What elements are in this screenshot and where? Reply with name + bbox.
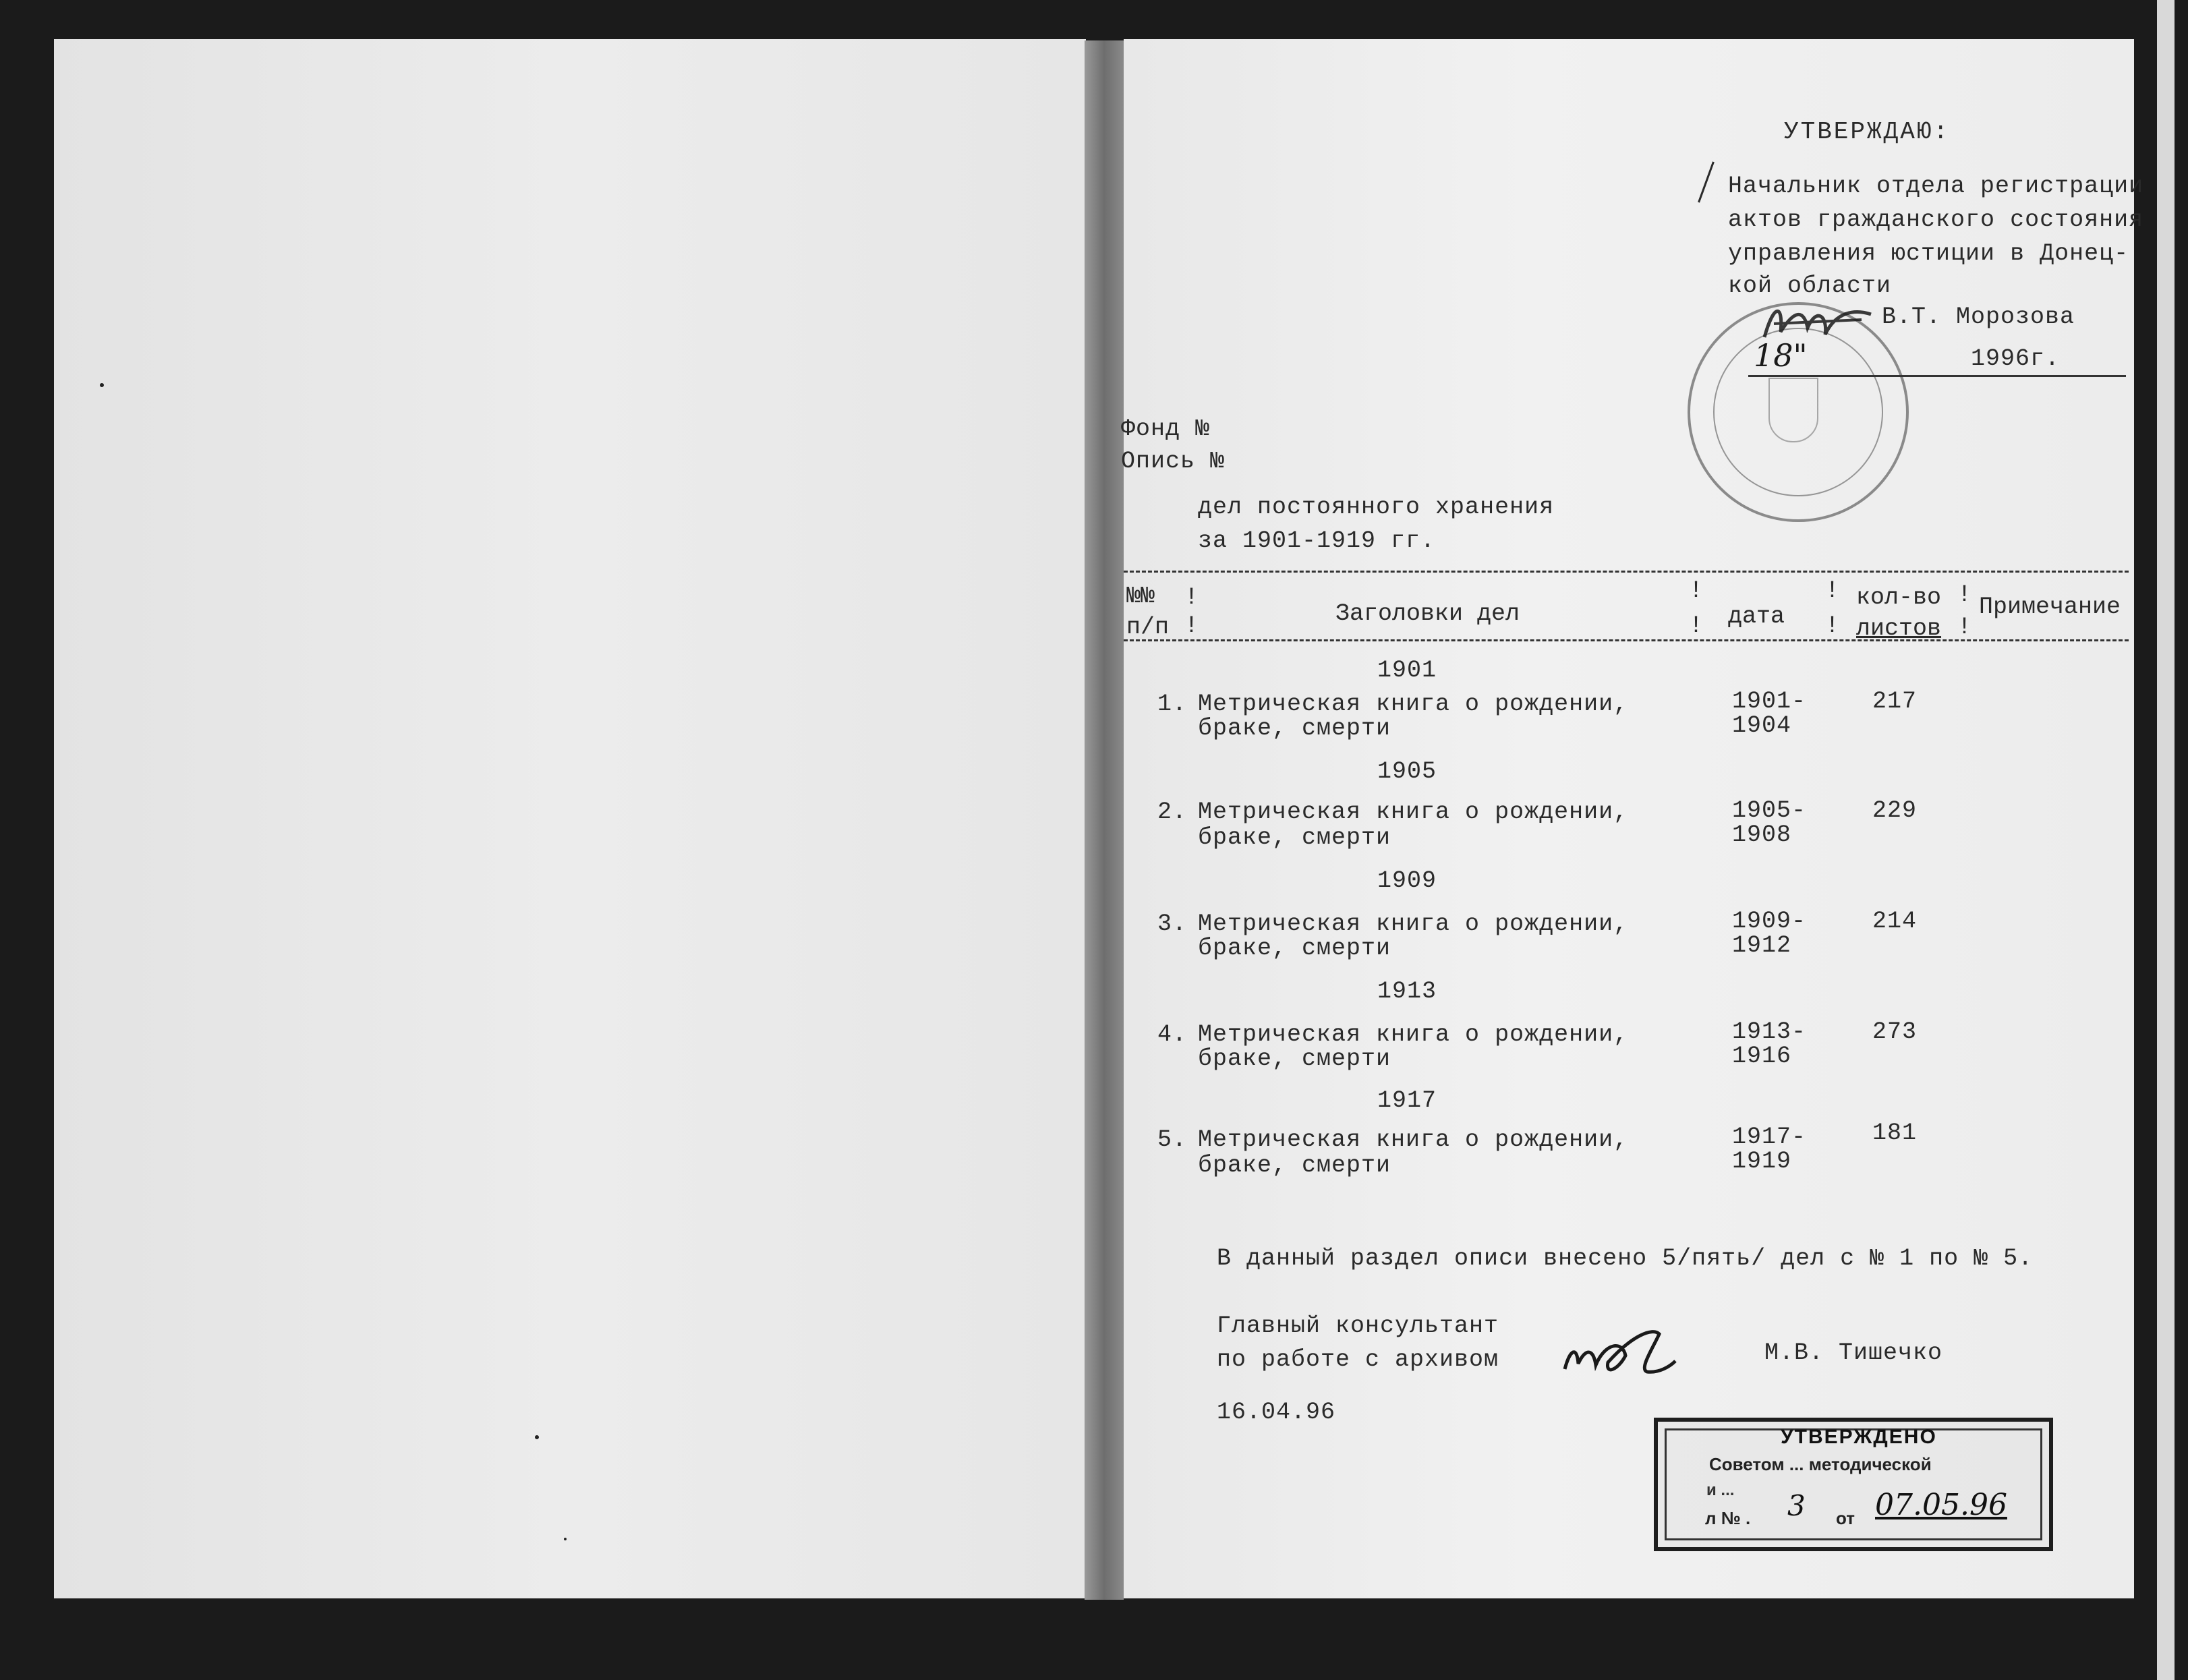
row-title-2: браке, смерти <box>1198 1045 1391 1072</box>
stamp-date: 07.05.96 <box>1875 1488 2007 1522</box>
year-group: 1901 <box>1377 657 1437 684</box>
fond-label: Фонд № <box>1121 415 1211 442</box>
row-date-start: 1905- <box>1732 797 1807 824</box>
stamp-line-2: Советом ... методической <box>1709 1454 1932 1474</box>
approval-date-day: 18" <box>1754 337 1808 374</box>
row-date-end: 1919 <box>1732 1148 1792 1175</box>
stamp-number: 3 <box>1787 1489 1806 1522</box>
row-sheets: 229 <box>1872 797 1918 824</box>
row-date-start: 1901- <box>1732 688 1807 715</box>
description-line-1: дел постоянного хранения <box>1198 494 1555 521</box>
row-number: 2. <box>1157 799 1187 825</box>
col-title: Заголовки дел <box>1335 600 1520 627</box>
row-title-2: браке, смерти <box>1198 715 1391 742</box>
col-sep: ! <box>1957 614 1972 641</box>
col-sep: ! <box>1825 577 1840 604</box>
col-date: дата <box>1728 603 1785 630</box>
row-sheets: 217 <box>1872 688 1918 715</box>
row-sheets: 273 <box>1872 1018 1918 1045</box>
speck <box>535 1435 539 1439</box>
row-title-1: Метрическая книга о рождении, <box>1198 799 1629 825</box>
position-line-1: Главный консультант <box>1217 1312 1499 1339</box>
left-page-blank <box>54 39 1086 1598</box>
row-title-1: Метрическая книга о рождении, <box>1198 1021 1629 1048</box>
year-group: 1913 <box>1377 978 1437 1005</box>
row-number: 1. <box>1157 691 1187 718</box>
row-title-1: Метрическая книга о рождении, <box>1198 910 1629 937</box>
col-sep: ! <box>1825 612 1840 639</box>
summary-text: В данный раздел описи внесено 5/пять/ дел с № 1 по № 5. <box>1217 1245 2034 1272</box>
speck <box>100 383 104 387</box>
row-date-end: 1904 <box>1732 712 1792 739</box>
approval-title: УТВЕРЖДАЮ: <box>1784 118 1951 146</box>
col-sheets-bottom: листов <box>1856 615 1942 642</box>
row-title-2: браке, смерти <box>1198 935 1391 962</box>
row-sheets: 214 <box>1872 908 1918 935</box>
col-sep: ! <box>1957 581 1972 608</box>
stamp-from-label: от <box>1836 1508 1855 1528</box>
row-title-2: браке, смерти <box>1198 824 1391 851</box>
col-sep: ! <box>1184 612 1199 639</box>
col-sheets-top: кол-во <box>1856 584 1942 611</box>
approval-line-1: Начальник отдела регистрации <box>1728 173 2144 200</box>
col-num-bottom: п/п <box>1126 614 1170 641</box>
book-spine <box>1085 40 1124 1600</box>
row-title-2: браке, смерти <box>1198 1152 1391 1179</box>
row-date-end: 1912 <box>1732 932 1792 959</box>
row-date-start: 1913- <box>1732 1018 1807 1045</box>
year-group: 1917 <box>1377 1087 1437 1114</box>
row-number: 4. <box>1157 1021 1187 1048</box>
table-top-rule <box>1124 571 2129 573</box>
approval-line-3: управления юстиции в Донец- <box>1728 240 2129 267</box>
year-group: 1905 <box>1377 758 1437 785</box>
seal-emblem <box>1768 378 1818 442</box>
speck <box>564 1538 567 1540</box>
col-sep: ! <box>1689 612 1704 639</box>
approval-line-2: актов гражданского состояния <box>1728 206 2144 233</box>
stamp-line-3: и ... <box>1706 1481 1735 1499</box>
row-title-1: Метрическая книга о рождении, <box>1198 1126 1629 1153</box>
scan-edge <box>2157 0 2175 1680</box>
footer-date: 16.04.96 <box>1217 1399 1336 1426</box>
approval-line-4: кой области <box>1728 272 1892 299</box>
description-line-2: за 1901-1919 гг. <box>1198 527 1436 554</box>
stamp-title: УТВЕРЖДЕНО <box>1781 1426 1937 1448</box>
consultant-name: М.В. Тишечко <box>1764 1339 1943 1366</box>
row-title-1: Метрическая книга о рождении, <box>1198 691 1629 718</box>
approval-date-year: 1996г. <box>1971 345 2061 372</box>
row-number: 5. <box>1157 1126 1187 1153</box>
col-note: Примечание <box>1979 593 2121 620</box>
col-sep: ! <box>1689 577 1704 604</box>
table-header-rule <box>1124 639 2129 641</box>
row-date-start: 1917- <box>1732 1124 1807 1151</box>
approval-signer: В.Т. Морозова <box>1882 303 2075 330</box>
position-line-2: по работе с архивом <box>1217 1346 1499 1373</box>
col-sep: ! <box>1184 584 1199 611</box>
row-number: 3. <box>1157 910 1187 937</box>
year-group: 1909 <box>1377 867 1437 894</box>
row-sheets: 181 <box>1872 1120 1918 1147</box>
stamp-no-label: л № . <box>1705 1508 1751 1528</box>
col-num-top: №№ <box>1126 583 1155 610</box>
row-date-end: 1916 <box>1732 1043 1792 1070</box>
row-date-end: 1908 <box>1732 821 1792 848</box>
opis-label: Опись № <box>1121 448 1226 475</box>
row-date-start: 1909- <box>1732 908 1807 935</box>
signature-tishechko <box>1558 1322 1679 1383</box>
